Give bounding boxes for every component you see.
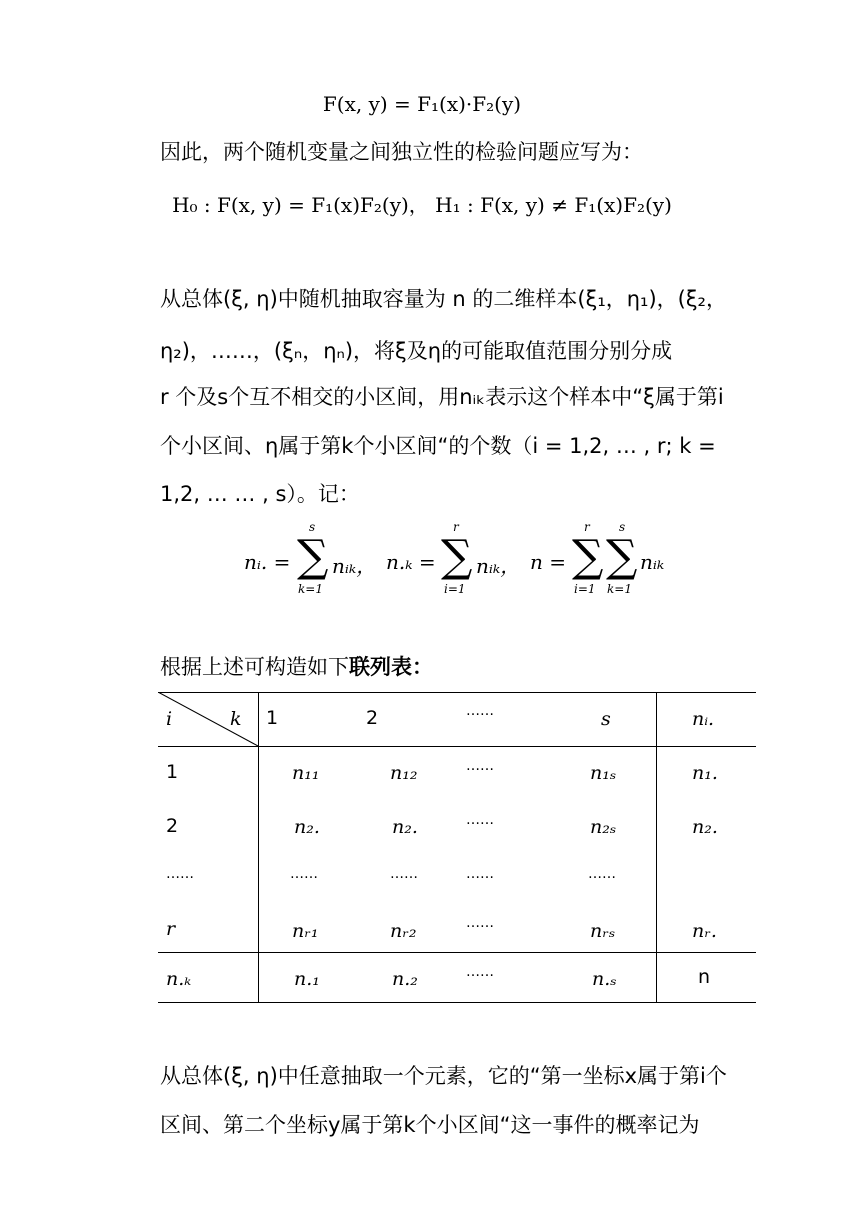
footer-cell: n.₂ bbox=[392, 968, 418, 990]
row-1-cell: …… bbox=[466, 758, 494, 774]
row-2-cell: n₂. bbox=[392, 816, 418, 838]
table-intro-prefix: 根据上述可构造如下 bbox=[160, 655, 349, 679]
header-col-2: 2 bbox=[366, 707, 379, 729]
footer-cell: n.₁ bbox=[294, 968, 320, 990]
paragraph1-line4: 个小区间、η属于第k个小区间“的个数（i = 1,2, … , r; k = bbox=[160, 434, 716, 458]
table-intro-bold: 联列表： bbox=[349, 655, 433, 679]
n-upper1: r bbox=[584, 520, 590, 534]
row-1-cell: n₁₁ bbox=[292, 762, 320, 784]
n-sigma2: ∑ bbox=[606, 531, 638, 582]
ni-upper: s bbox=[309, 520, 316, 534]
nk-lhs: n.ₖ = bbox=[386, 550, 436, 574]
row-2-cell: n₂ₛ bbox=[590, 816, 617, 838]
hypothesis-h1: H₁ : F(x, y) ≠ F₁(x)F₂(y) bbox=[435, 193, 672, 217]
header-col-ni: nᵢ. bbox=[692, 708, 715, 730]
n-upper2: s bbox=[619, 520, 626, 534]
hypothesis-h0: H₀ : F(x, y) = F₁(x)F₂(y)， bbox=[172, 193, 429, 217]
ni-lower: k=1 bbox=[298, 582, 323, 596]
row-r-cell: nᵣₛ bbox=[590, 920, 616, 942]
row-2-cell: …… bbox=[466, 812, 494, 828]
footer-label: n.ₖ bbox=[166, 968, 192, 990]
paragraph2-line2: 区间、第二个坐标y属于第k个小区间“这一事件的概率记为 bbox=[160, 1113, 700, 1137]
corner-diagonal bbox=[158, 692, 259, 747]
row-1-label: 1 bbox=[166, 761, 179, 783]
table-bottom-border bbox=[158, 1002, 756, 1003]
row-1-cell: n₁ₛ bbox=[590, 762, 617, 784]
paragraph1-line1: 从总体(ξ, η)中随机抽取容量为 n 的二维样本(ξ₁，η₁)，(ξ₂， bbox=[160, 287, 727, 311]
corner-i: i bbox=[166, 708, 173, 730]
row-1-cell: n₁. bbox=[692, 762, 718, 784]
row-ellipsis-cell: …… bbox=[290, 866, 318, 882]
n-term: nᵢₖ bbox=[640, 550, 665, 574]
row-2-label: 2 bbox=[166, 815, 179, 837]
corner-k: k bbox=[230, 708, 242, 730]
paragraph1-line5: 1,2, … … , s）。记： bbox=[160, 482, 360, 506]
row-ellipsis-cell: …… bbox=[390, 866, 418, 882]
header-col-ellipsis: …… bbox=[466, 703, 494, 719]
row-r-cell: …… bbox=[466, 915, 494, 931]
row-r-cell: nᵣ₁ bbox=[292, 920, 319, 942]
row-ellipsis-cell: …… bbox=[466, 866, 494, 882]
row-r-cell: nᵣ. bbox=[692, 920, 717, 942]
nk-lower: i=1 bbox=[444, 582, 466, 596]
n-sigma1: ∑ bbox=[572, 531, 604, 582]
nk-term: nᵢₖ， bbox=[476, 554, 521, 578]
nk-upper: r bbox=[453, 520, 459, 534]
table-footer-border bbox=[158, 952, 756, 953]
row-r-label: r bbox=[166, 918, 176, 940]
row-2-cell: n₂. bbox=[294, 816, 320, 838]
header-col-s: s bbox=[601, 708, 611, 730]
row-ellipsis-label: …… bbox=[166, 866, 194, 882]
row-1-cell: n₁₂ bbox=[390, 762, 418, 784]
n-lower1: i=1 bbox=[574, 582, 596, 596]
row-2-cell: n₂. bbox=[692, 816, 718, 838]
ni-sigma: ∑ bbox=[297, 531, 329, 582]
intro-text: 因此，两个随机变量之间独立性的检验问题应写为： bbox=[160, 140, 643, 164]
paragraph2-line1: 从总体(ξ, η)中任意抽取一个元素，它的“第一坐标x属于第i个 bbox=[160, 1064, 727, 1088]
footer-cell-total: n bbox=[698, 966, 711, 988]
n-lhs: n = bbox=[530, 550, 566, 574]
row-ellipsis-cell: …… bbox=[588, 866, 616, 882]
table-col-divider-right bbox=[656, 692, 657, 1002]
formula-f: F(x, y) = F₁(x)·F₂(y) bbox=[322, 92, 522, 116]
n-lower2: k=1 bbox=[607, 582, 632, 596]
nk-sigma: ∑ bbox=[441, 531, 473, 582]
header-col-1: 1 bbox=[266, 707, 279, 729]
footer-cell: …… bbox=[466, 964, 494, 980]
ni-term: nᵢₖ， bbox=[332, 554, 377, 578]
row-r-cell: nᵣ₂ bbox=[390, 920, 417, 942]
paragraph1-line2: η₂)，……，(ξₙ，ηₙ)，将ξ及η的可能取值范围分别分成 bbox=[160, 339, 673, 363]
ni-lhs: nᵢ. = bbox=[244, 550, 291, 574]
paragraph1-line3: r 个及s个互不相交的小区间，用nᵢₖ表示这个样本中“ξ属于第i bbox=[160, 385, 724, 409]
footer-cell: n.ₛ bbox=[592, 968, 617, 990]
